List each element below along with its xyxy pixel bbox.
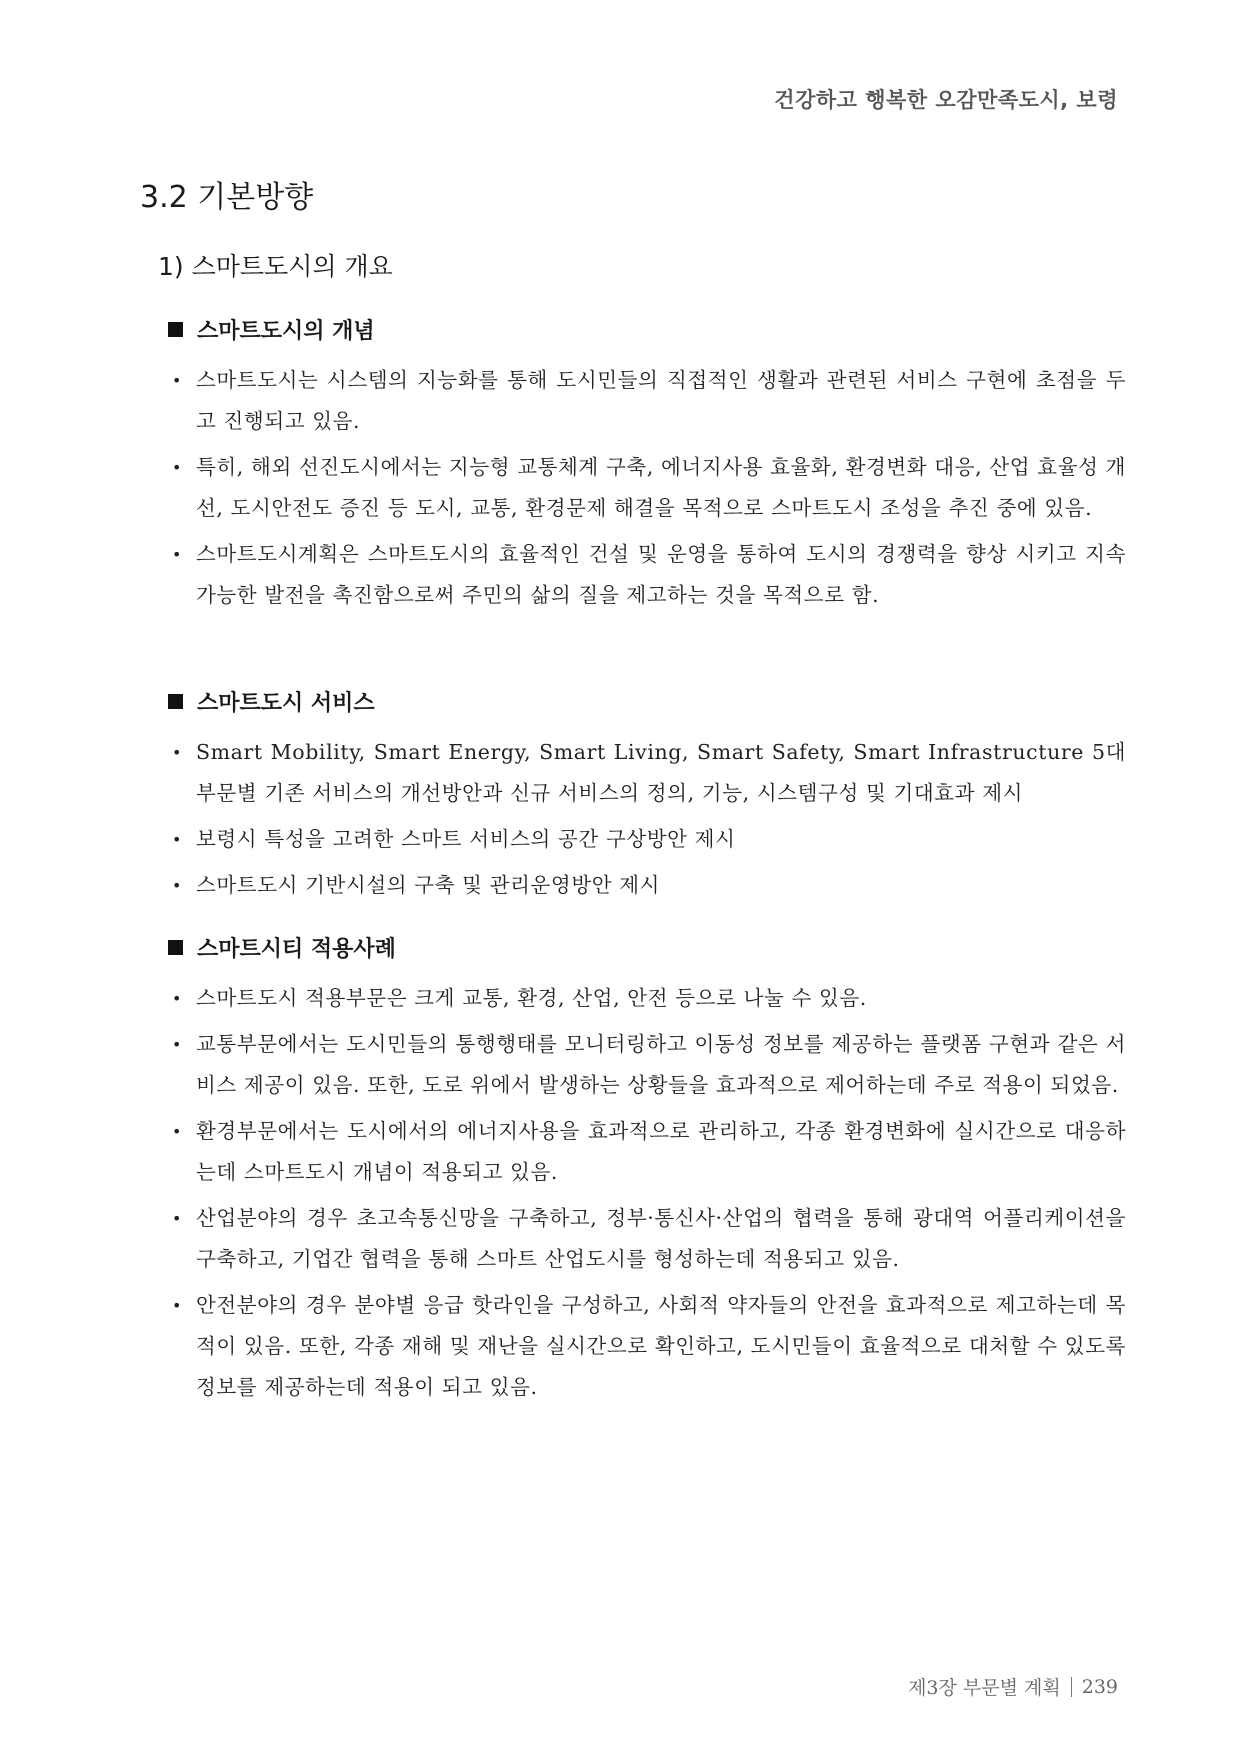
list-item-text: 스마트도시 기반시설의 구축 및 관리운영방안 제시: [196, 873, 661, 897]
list-item: [166, 1024, 1126, 1106]
list-item-text: 환경부문에서는 도시에서의 에너지사용을 효과적으로 관리하고, 각종 환경변화에 실시간으로 대응하는데 스마트도시 개념이 적용되고 있음.: [196, 1119, 1126, 1184]
footer-chapter: 제3장 부문별 계획: [908, 1677, 1061, 1699]
list-item-text: 보령시 특성을 고려한 스마트 서비스의 공간 구상방안 제시: [196, 827, 736, 851]
services-block: [166, 686, 1126, 911]
bullet-dot-icon: •: [172, 876, 183, 895]
list-item-text: Smart Mobility, Smart Energy, Smart Living, Smart Safety, Smart Infrastructure 5대 부문별 기존 서비스의 개선방안과 신규 서비스의 정의, 기능, 시스템구성 및 기대효과 제시: [196, 740, 1126, 805]
bullet-dot-icon: •: [172, 1296, 183, 1315]
square-bullet-icon: [168, 694, 183, 709]
list-item-text: 스마트도시계획은 스마트도시의 효율적인 건설 및 운영을 통하여 도시의 경쟁력을 향상 시키고 지속가능한 발전을 촉진함으로써 주민의 삶의 질을 제고하는 것을 목적으로 함.: [196, 542, 1126, 607]
bullet-dot-icon: •: [172, 830, 183, 849]
list-item: [166, 1198, 1126, 1280]
bullet-dot-icon: •: [172, 371, 183, 390]
page-number: 239: [1081, 1675, 1118, 1698]
list-item-text: 안전분야의 경우 분야별 응급 핫라인을 구성하고, 사회적 약자들의 안전을 효과적으로 제고하는데 목적이 있음. 또한, 각종 재해 및 재난을 실시간으로 확인하고, 도시민들이 효율적으로 대처할 수 있도록 정보를 제공하는데 적용이 되고 있음.: [196, 1293, 1126, 1399]
bullet-dot-icon: •: [172, 458, 183, 477]
list-item: [166, 534, 1126, 616]
list-item: [166, 1111, 1126, 1193]
list-item: [166, 732, 1126, 814]
list-item-text: 산업분야의 경우 초고속통신망을 구축하고, 정부·통신사·산업의 협력을 통해 광대역 어플리케이션을 구축하고, 기업간 협력을 통해 스마트 산업도시를 형성하는데 적용되고 있음.: [196, 1206, 1126, 1271]
block-heading: [166, 314, 1126, 344]
bullet-dot-icon: •: [172, 989, 183, 1008]
bullet-dot-icon: •: [172, 1209, 183, 1228]
subsection-title: 1) 스마트도시의 개요: [158, 252, 393, 281]
page-footer: [908, 1673, 1118, 1700]
list-item: [166, 447, 1126, 529]
list-item-text: 특히, 해외 선진도시에서는 지능형 교통체계 구축, 에너지사용 효율화, 환경변화 대응, 산업 효율성 개선, 도시안전도 증진 등 도시, 교통, 환경문제 해결을 목적으로 스마트도시 조성을 추진 중에 있음.: [196, 455, 1126, 520]
block-heading: [166, 686, 1126, 716]
section-title: 3.2 기본방향: [140, 180, 314, 215]
block-heading-text: 스마트도시 서비스: [197, 690, 375, 716]
footer-divider: [1071, 1677, 1072, 1697]
bullet-dot-icon: •: [172, 1122, 183, 1141]
bullet-list: [166, 978, 1126, 1408]
list-item-text: 교통부문에서는 도시민들의 통행행태를 모니터링하고 이동성 정보를 제공하는 플랫폼 구현과 같은 서비스 제공이 있음. 또한, 도로 위에서 발생하는 상황들을 효과적으로 제어하는데 주로 적용이 되었음.: [196, 1032, 1126, 1097]
list-item: [166, 1285, 1126, 1408]
list-item: [166, 865, 1126, 906]
block-heading-text: 스마트시티 적용사례: [197, 936, 396, 962]
list-item-text: 스마트도시 적용부문은 크게 교통, 환경, 산업, 안전 등으로 나눌 수 있음.: [196, 986, 867, 1010]
list-item: [166, 819, 1126, 860]
list-item: [166, 978, 1126, 1019]
bullet-dot-icon: •: [172, 545, 183, 564]
running-header: 건강하고 행복한 오감만족도시, 보령: [774, 88, 1118, 112]
block-heading-text: 스마트도시의 개념: [197, 318, 375, 344]
block-heading: [166, 932, 1126, 962]
list-item-text: 스마트도시는 시스템의 지능화를 통해 도시민들의 직접적인 생활과 관련된 서비스 구현에 초점을 두고 진행되고 있음.: [196, 368, 1126, 433]
bullet-list: [166, 360, 1126, 616]
square-bullet-icon: [168, 940, 183, 955]
concept-block: [166, 314, 1126, 621]
list-item: [166, 360, 1126, 442]
square-bullet-icon: [168, 322, 183, 337]
cases-block: [166, 932, 1126, 1413]
bullet-list: [166, 732, 1126, 906]
bullet-dot-icon: •: [172, 1035, 183, 1054]
bullet-dot-icon: •: [172, 743, 183, 762]
